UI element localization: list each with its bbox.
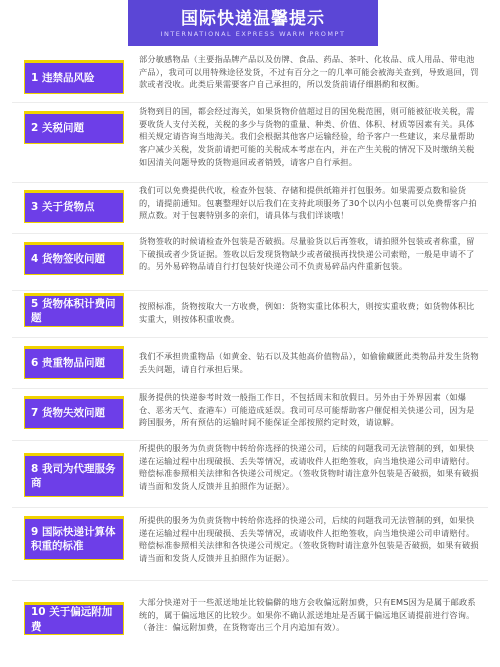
divider [12,388,488,389]
section-text-agent-service: 所提供的服务为负责货物中转给你选择的快递公司，后续的问题我司无法管制的到，如果快递在运输过程中出现破损、丢失等情况，或请收件人拒绝签收，向当地快递公司申请赔付。赔偿标准参照相关法律和各快递公司规定。（签收货物时请注意外包装是否破损，如果有破损请当面和发货人反馈并且拍照作为证据）。 [139,443,479,492]
section-label-goods-counting [24,190,124,223]
page-header [128,0,378,46]
section-label-text: 8 我司为代理服务商 [31,462,116,489]
section-text-prohibited-items: 部分敏感物品（主要指品牌产品以及仿牌、食品、药品、茶叶、化妆品、成人用品、带电池产品），我司可以用特殊途径发货，不过有百分之一的几率可能会被海关查到，导致退回，罚款或者没收。此类后果需要客户自己承担的，所以发货前请仔细斟酌和权衡。 [139,54,479,90]
section-label-text: 7 货物失效问题 [31,407,105,420]
section-text-remote-surcharge: 大部分快递对于一些派送地址比较偏僻的地方会收偏远附加费，只有EMS因为是属于邮政系统的，属于偏远地区的比较少。如果你不确认派送地址是否属于偏远地区请提前进行咨询。（备注：偏远附加费，在货物寄出三个月内追加有效）。 [139,597,476,633]
section-label-valuables [24,346,124,379]
section-text-customs-duty: 货物到目的国，都会经过海关，如果货物价值超过目的国免税范围，则可能被征收关税，需要收货人支付关税，关税的多少与货物的重量、种类、价值、体积、材质等因素有关。具体相关规定请咨询当地海关。我们会根据其他客户运输经验，给予客户一些建议，来尽量帮助客户减少关税，发货前请把可能的关税成本考虑在内，并在产生关税的情况下及时缴纳关税如因清关问题导致的货物退回或者销毁，请客户自行承担。 [139,106,475,167]
page-subtitle: INTERNATIONAL EXPRESS WARM PROMPT [160,30,346,38]
section-label-delivery-timing [24,396,124,429]
section-label-text: 9 国际快递计算体积重的标准 [31,525,116,552]
page-title: 国际快递温馨提示 [181,9,325,29]
section-text-volume-weight-standard: 所提供的服务为负责货物中转给你选择的快递公司，后续的问题我司无法管制的到，如果快递在运输过程中出现破损、丢失等情况，或请收件人拒绝签收，向当地快递公司申请赔付。赔偿标准参照相关法律和各快递公司规定。（签收货物时请注意外包装是否破损，如果有破损请当面和发货人反馈并且拍照作为证据）。 [139,515,479,564]
section-label-text: 10 关于偏远附加费 [31,606,113,633]
section-label-remote-surcharge [24,602,124,635]
section-label-text: 2 关税问题 [31,122,84,135]
section-label-customs-duty [24,111,124,144]
section-text-valuables: 我们不承担贵重物品（如黄金、钻石以及其他高价值物品），如偷偷藏匿此类物品并发生货物丢失问题，请自行承担后果。 [139,351,479,374]
section-text-volume-billing: 按照标准，货物按取大一方收费，例如：货物实重比体积大，则按实重收费；如货物体积比实重大，则按体积重收费。 [139,301,475,324]
section-label-prohibited-items [24,60,124,94]
section-text-delivery-timing: 服务提供的快递参考时效一般指工作日，不包括周末和放假日。另外由于外界因素（如爆仓、恶劣天气、查港车）可能造成延误。我司可尽可能帮助客户催促相关快递公司，因为是跨国服务，所有预估的运输时间不能保证全部按照约定时效，请谅解。 [139,392,475,428]
section-label-text: 4 货物签收问题 [31,253,105,266]
divider [12,580,488,581]
divider [12,290,488,291]
divider [12,102,488,103]
section-text-receipt-signing: 货物签收的时候请检查外包装是否破损。尽量验货以后再签收，请拍照外包装或者称重，留下破损或者少货证据。签收以后发现货物缺少或者破损再找快递公司索赔，一般是申请不了的。另外易碎物品请自行打包装好快递公司不负责易碎品内件重新包装。 [139,236,475,272]
section-label-volume-weight-standard [24,516,124,560]
section-label-agent-service [24,453,124,497]
section-label-text: 1 违禁品风险 [31,71,95,84]
divider [12,507,488,508]
section-label-text: 6 贵重物品问题 [31,357,105,370]
divider [12,182,488,183]
section-label-text: 5 货物体积计费问题 [31,297,116,324]
divider [12,337,488,338]
section-label-receipt-signing [24,242,124,275]
divider [12,233,488,234]
section-text-goods-counting: 我们可以免费提供代收，检查外包装、存储和提供纸箱并打包服务。如果需要点数和验货的，请提前通知。包裹整理好以后我们在支持此项服务了30个以内小包裹可以免费帮客户拍照点数。对于包裹特别多的亲们，请具体与我们详谈哦！ [139,185,477,221]
divider [12,440,488,441]
section-label-text: 3 关于货物点 [31,201,95,214]
section-label-volume-billing [24,293,124,327]
